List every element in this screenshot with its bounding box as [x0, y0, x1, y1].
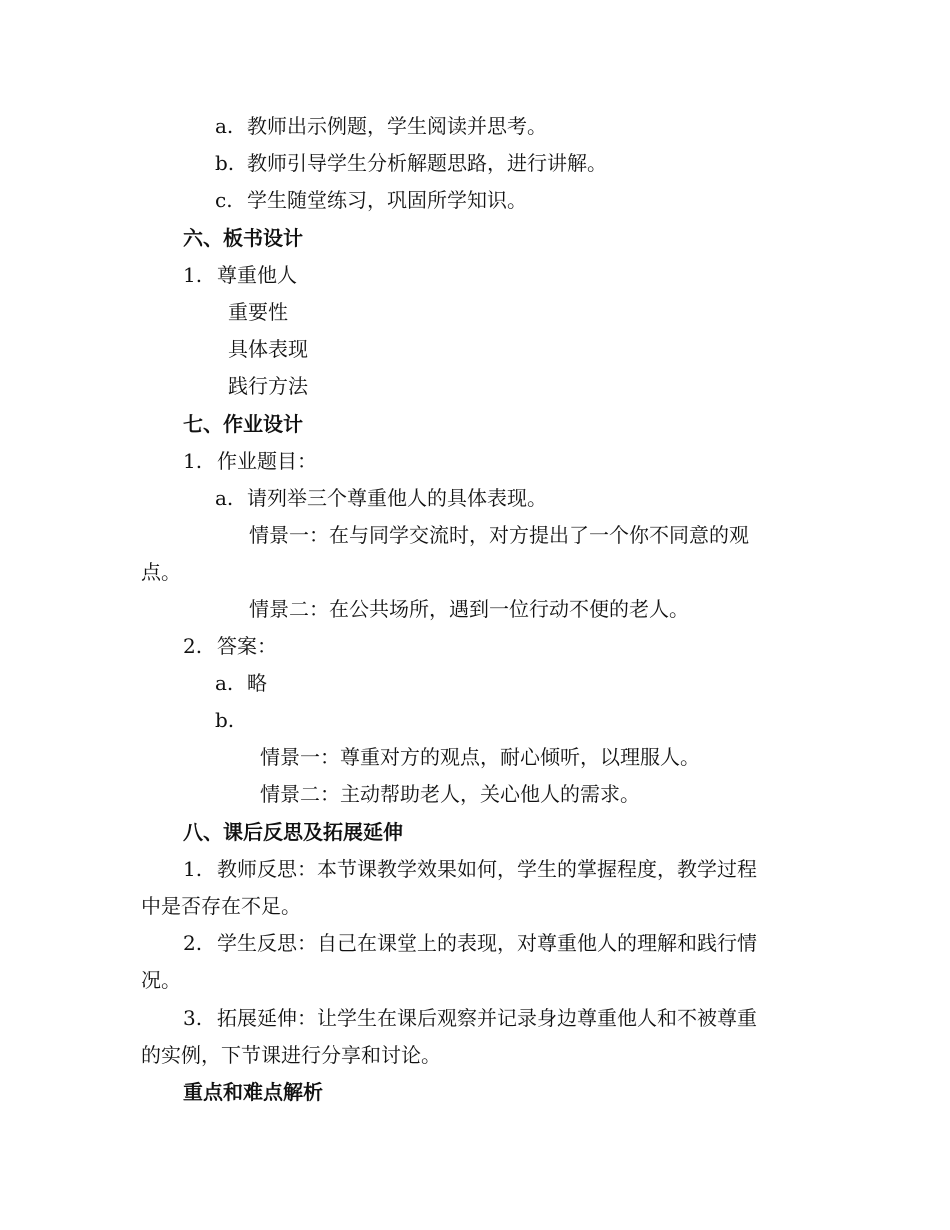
item-label: a.	[215, 486, 234, 510]
item-label: a.	[215, 671, 234, 695]
item-number: 3.	[183, 1006, 203, 1030]
item-number: 1.	[183, 263, 203, 287]
scenario-text: 情景一：在与同学交流时，对方提出了一个你不同意的观	[249, 523, 749, 547]
item-label: c.	[215, 188, 233, 212]
numbered-item	[183, 857, 757, 881]
scenario-text: 情景二：在公共场所，遇到一位行动不便的老人。	[249, 597, 689, 621]
section-heading-board-design: 六、板书设计	[183, 226, 303, 250]
item-text: 学生反思：自己在课堂上的表现，对尊重他人的理解和践行情	[217, 931, 757, 955]
answer-scenario: 情景一：尊重对方的观点，耐心倾听，以理服人。	[260, 745, 700, 769]
board-subitem: 具体表现	[228, 337, 308, 361]
item-number: 1.	[183, 449, 203, 473]
section-heading-reflection: 八、课后反思及拓展延伸	[183, 820, 403, 844]
item-text: 教师反思：本节课教学效果如何，学生的掌握程度，教学过程	[217, 857, 757, 881]
list-item	[215, 486, 547, 510]
item-text: 教师引导学生分析解题思路，进行讲解。	[247, 151, 607, 175]
board-subitem: 践行方法	[228, 374, 308, 398]
item-label: b.	[215, 151, 235, 175]
item-text: 学生随堂练习，巩固所学知识。	[247, 188, 527, 212]
answer-item	[215, 671, 267, 695]
scenario-text-continued: 点。	[141, 560, 181, 584]
list-item-a	[215, 114, 547, 138]
answer-item	[215, 708, 247, 732]
item-text: 作业题目：	[217, 449, 317, 473]
item-label: b.	[215, 708, 235, 732]
numbered-item	[183, 449, 317, 473]
paragraph-continued: 况。	[141, 968, 181, 992]
numbered-item	[183, 931, 757, 955]
item-label: a.	[215, 114, 234, 138]
section-heading-key-points: 重点和难点解析	[183, 1080, 323, 1104]
item-text: 教师出示例题，学生阅读并思考。	[247, 114, 547, 138]
item-number: 2.	[183, 931, 203, 955]
numbered-item	[183, 634, 277, 658]
numbered-item	[183, 1006, 757, 1030]
list-item-b	[215, 151, 607, 175]
section-heading-homework: 七、作业设计	[183, 412, 303, 436]
numbered-item	[183, 263, 297, 287]
paragraph-continued: 的实例，下节课进行分享和讨论。	[141, 1043, 441, 1067]
answer-scenario: 情景二：主动帮助老人，关心他人的需求。	[260, 782, 640, 806]
item-text: 答案：	[217, 634, 277, 658]
list-item-c	[215, 188, 527, 212]
item-number: 1.	[183, 857, 203, 881]
item-text: 请列举三个尊重他人的具体表现。	[247, 486, 547, 510]
board-subitem: 重要性	[228, 300, 288, 324]
item-text: 尊重他人	[217, 263, 297, 287]
item-text: 略	[247, 671, 267, 695]
paragraph-continued: 中是否存在不足。	[141, 894, 301, 918]
item-number: 2.	[183, 634, 203, 658]
item-text: 拓展延伸：让学生在课后观察并记录身边尊重他人和不被尊重	[217, 1006, 757, 1030]
